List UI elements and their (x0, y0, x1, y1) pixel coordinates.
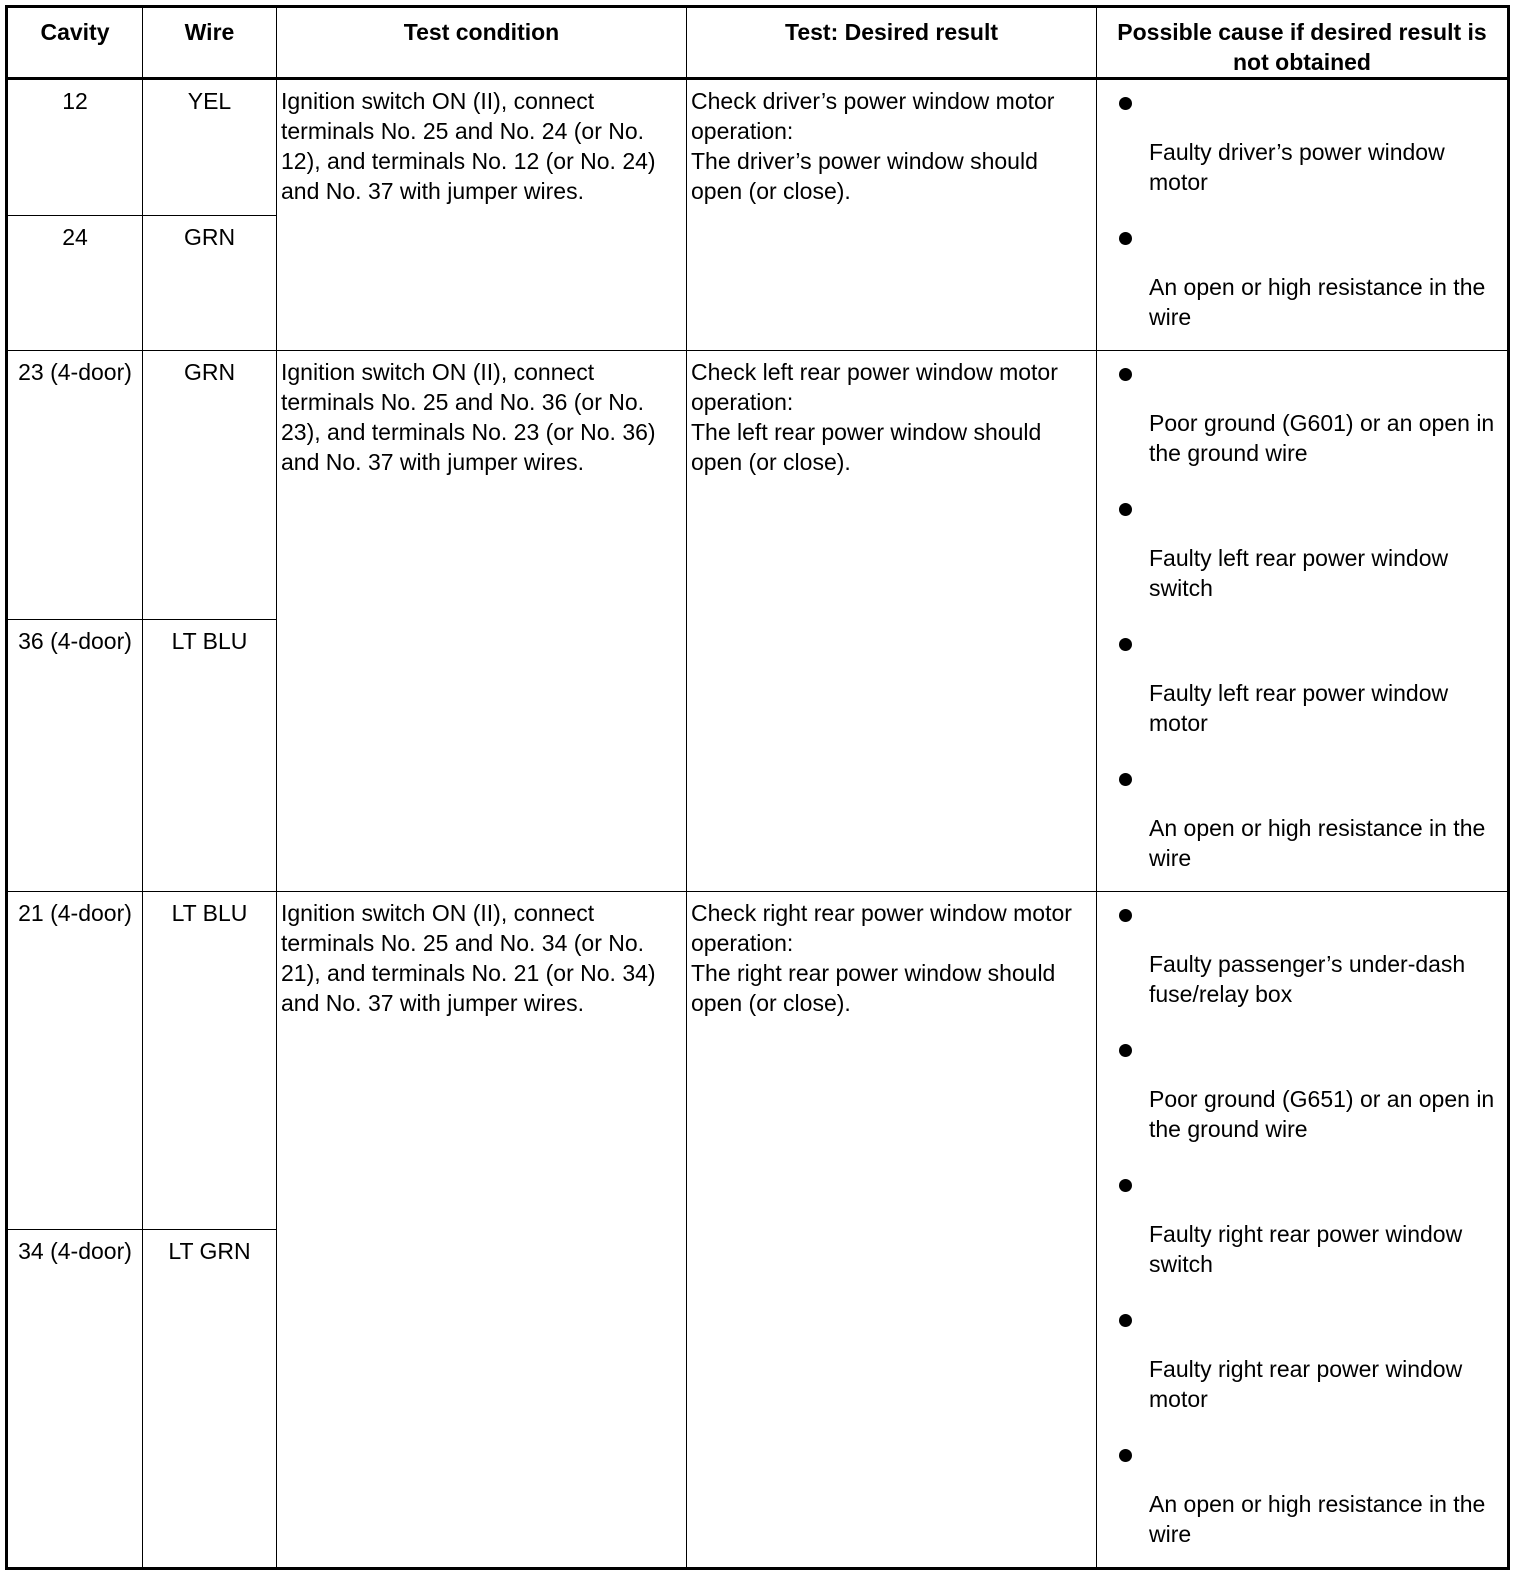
cavity-cell: 36 (4-door) (7, 620, 143, 892)
header-test-condition: Test condition (277, 7, 687, 79)
cause-text: An open or high resistance in the wire (1149, 274, 1486, 330)
bullet-icon (1119, 368, 1132, 381)
test-group-left-rear (7, 351, 1509, 892)
cause-text: An open or high resistance in the wire (1149, 815, 1486, 871)
desired-result-cell (687, 351, 1097, 892)
possible-cause-cell (1097, 351, 1509, 892)
bullet-icon (1119, 773, 1132, 786)
header-row (7, 7, 1509, 79)
cause-item (1097, 1027, 1507, 1162)
cause-item (1097, 1297, 1507, 1432)
cause-item (1097, 892, 1507, 1027)
header-desired-result: Test: Desired result (687, 7, 1097, 79)
cause-item (1097, 1432, 1507, 1567)
cause-text: Faulty right rear power window switch (1149, 1221, 1463, 1277)
bullet-icon (1119, 97, 1132, 110)
cause-text: Faulty driver’s power window motor (1149, 139, 1445, 195)
desired-result-text: Check right rear power window motor operation: The right rear power window should open (or close). (691, 900, 1072, 1016)
test-condition-cell: Ignition switch ON (II), connect terminals No. 25 and No. 36 (or No. 23), and terminals No. 23 (or No. 36) and No. 37 with jumper wires. (277, 351, 687, 892)
cause-item (1097, 486, 1507, 621)
wire-cell: YEL (143, 79, 277, 216)
cavity-cell: 24 (7, 215, 143, 351)
cause-text: Faulty right rear power window motor (1149, 1356, 1463, 1412)
cause-item (1097, 1162, 1507, 1297)
table-row (7, 79, 1509, 216)
test-group-right-rear (7, 892, 1509, 1569)
table-row (7, 892, 1509, 1230)
cause-text: Poor ground (G601) or an open in the ground wire (1149, 410, 1495, 466)
cause-text: Faulty passenger’s under-dash fuse/relay box (1149, 951, 1466, 1007)
header-cavity: Cavity (7, 7, 143, 79)
cause-text: Faulty left rear power window motor (1149, 680, 1449, 736)
wire-cell: LT BLU (143, 892, 277, 1230)
possible-cause-cell (1097, 892, 1509, 1569)
cause-text: Poor ground (G651) or an open in the ground wire (1149, 1086, 1495, 1142)
cause-item (1097, 215, 1507, 350)
wire-cell: LT GRN (143, 1229, 277, 1568)
bullet-icon (1119, 503, 1132, 516)
table-row (7, 351, 1509, 620)
desired-result-text: Check driver’s power window motor operation: The driver’s power window should open (or close). (691, 88, 1055, 204)
bullet-icon (1119, 1449, 1132, 1462)
desired-result-text: Check left rear power window motor operation: The left rear power window should open (or close). (691, 359, 1058, 475)
test-condition-cell: Ignition switch ON (II), connect terminals No. 25 and No. 34 (or No. 21), and terminals No. 21 (or No. 34) and No. 37 with jumper wires. (277, 892, 687, 1569)
cavity-cell: 12 (7, 79, 143, 216)
header-possible-cause: Possible cause if desired result is not obtained (1097, 7, 1509, 79)
cause-item (1097, 351, 1507, 486)
bullet-icon (1119, 1044, 1132, 1057)
diagnostic-table (5, 5, 1510, 1570)
wire-cell: GRN (143, 351, 277, 620)
bullet-icon (1119, 1314, 1132, 1327)
bullet-icon (1119, 909, 1132, 922)
cause-item (1097, 80, 1507, 215)
desired-result-cell (687, 892, 1097, 1569)
cavity-cell: 34 (4-door) (7, 1229, 143, 1568)
cause-item (1097, 621, 1507, 756)
wire-cell: LT BLU (143, 620, 277, 892)
header-wire: Wire (143, 7, 277, 79)
bullet-icon (1119, 1179, 1132, 1192)
bullet-icon (1119, 638, 1132, 651)
cause-item (1097, 756, 1507, 891)
cause-text: An open or high resistance in the wire (1149, 1491, 1486, 1547)
bullet-icon (1119, 232, 1132, 245)
desired-result-cell (687, 79, 1097, 351)
cause-text: Faulty left rear power window switch (1149, 545, 1449, 601)
test-group-driver (7, 79, 1509, 351)
possible-cause-cell (1097, 79, 1509, 351)
test-condition-cell: Ignition switch ON (II), connect terminals No. 25 and No. 24 (or No. 12), and terminals No. 12 (or No. 24) and No. 37 with jumper wires. (277, 79, 687, 351)
cavity-cell: 21 (4-door) (7, 892, 143, 1230)
wire-cell: GRN (143, 215, 277, 351)
cavity-cell: 23 (4-door) (7, 351, 143, 620)
